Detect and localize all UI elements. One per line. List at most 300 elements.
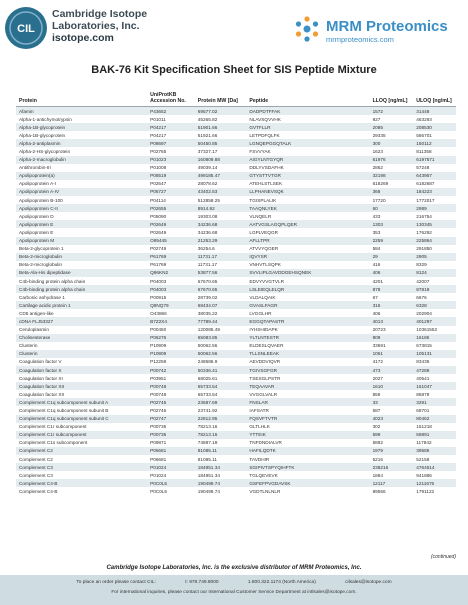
cell-peptide: FQSVFTVTR <box>249 416 278 422</box>
cell-peptide: HAFILQDTK <box>249 448 276 454</box>
header <box>0 0 468 60</box>
cell-protein: C4b-binding protein alpha chain <box>19 286 86 292</box>
cell-protein: Complement C2 <box>19 456 53 462</box>
table-row <box>16 261 456 269</box>
cell-mw: 69577.02 <box>197 108 218 114</box>
cell-lloq: 33 <box>372 399 378 405</box>
cell-accession: P00748 <box>150 391 167 397</box>
cell-uloq: 202904 <box>416 310 432 316</box>
cell-accession: P06681 <box>150 456 167 462</box>
cell-accession: Q96KN2 <box>150 270 169 276</box>
table-row <box>16 463 456 471</box>
cell-peptide: IYHSHIDAPK <box>249 327 278 333</box>
cell-accession: P02655 <box>150 205 167 211</box>
cell-peptide: VLDALQAIK <box>249 294 276 300</box>
cell-accession: P02649 <box>150 229 167 235</box>
phone-primary[interactable]: t: 978.749.8000 <box>185 580 219 585</box>
cell-lloq: 2027 <box>372 375 383 381</box>
cell-peptide: LSLEIEQLELQR <box>249 286 285 292</box>
col-header-uloq: ULOQ [ng/mL] <box>416 98 452 104</box>
cell-lloq: 584 <box>372 246 381 252</box>
cell-peptide: LETPDFQLFK <box>249 132 280 138</box>
cell-mw: 28078.62 <box>197 181 218 187</box>
cell-lloq: 17720 <box>372 197 386 203</box>
cell-accession: P09871 <box>150 440 167 446</box>
cell-mw: 67670.65 <box>197 286 218 292</box>
cell-accession: P02746 <box>150 408 167 414</box>
cell-peptide: TAAQNLYEK <box>249 205 277 211</box>
cell-uloq: 643957 <box>416 173 432 179</box>
cell-protein: Complement C2 <box>19 448 53 454</box>
cell-accession: P04003 <box>150 278 167 284</box>
table-row <box>16 390 456 398</box>
cell-lloq: 1884 <box>372 472 383 478</box>
table-row <box>16 301 456 309</box>
cell-uloq: 16186 <box>416 335 430 341</box>
cell-mw: 50062.56 <box>197 343 218 349</box>
cell-uloq: 941886 <box>416 472 432 478</box>
cell-uloq: 811358 <box>416 149 432 155</box>
table-row <box>16 123 456 131</box>
table-row <box>16 196 456 204</box>
cell-accession: P61769 <box>150 262 167 268</box>
cell-uloq: 80462 <box>416 416 430 422</box>
table-row <box>16 228 456 236</box>
cell-mw: 21253.29 <box>197 238 218 244</box>
distributor-note: Cambridge Isotope Laboratories, Inc. is the exclusive distributor of MRM Proteomics, Inc. <box>106 565 362 571</box>
table-row <box>16 204 456 212</box>
cell-accession: P00450 <box>150 327 167 333</box>
cell-protein: Cholinesterase <box>19 335 51 341</box>
cell-protein: Alpha-1B-glycoprotein <box>19 124 66 130</box>
table-row <box>16 342 456 350</box>
cell-accession: P00736 <box>150 424 167 430</box>
cell-mw: 53877.56 <box>197 270 218 276</box>
cell-uloq: 586701 <box>416 132 432 138</box>
cell-protein: Complement C1r subcomponent <box>19 424 87 430</box>
continued-note: (continued) <box>430 554 456 560</box>
cell-mw: 248686.9 <box>197 359 218 365</box>
cell-uloq: 42007 <box>416 278 430 284</box>
cell-peptide: AEVDDVIQVR <box>249 359 281 365</box>
table-row <box>16 269 456 277</box>
cell-lloq: 1051 <box>372 351 383 357</box>
cell-uloq: 463293 <box>416 116 432 122</box>
cell-accession: P01023 <box>150 157 167 163</box>
cell-accession: P02649 <box>150 221 167 227</box>
cell-protein: Complement C3 <box>19 472 53 478</box>
cell-accession: P0C0L5 <box>150 488 168 494</box>
cell-accession: O95445 <box>150 238 167 244</box>
cell-peptide: ATEHLSTLSEK <box>249 181 283 187</box>
cell-mw: 120085.49 <box>197 327 220 333</box>
cil-url: isotope.com <box>52 32 114 44</box>
cell-protein: Apolipoprotein E <box>19 221 54 227</box>
cell-protein: Clusterin <box>19 351 38 357</box>
cell-protein: C4b-binding protein alpha chain <box>19 278 86 284</box>
cell-uloq: 47289 <box>416 367 430 373</box>
cell-mw: 78213.16 <box>197 424 218 430</box>
cell-protein: Complement C1s subcomponent <box>19 440 88 446</box>
table-header <box>16 82 456 107</box>
cell-lloq: 687 <box>372 408 381 414</box>
cell-uloq: 184223 <box>416 189 432 195</box>
cell-mw: 81085.11 <box>197 448 217 454</box>
cell-mw: 50336.41 <box>197 367 218 373</box>
cell-lloq: 1979 <box>372 448 383 454</box>
cell-mw: 51901.66 <box>197 124 218 130</box>
table-row <box>16 107 456 115</box>
cell-lloq: 1303 <box>372 221 383 227</box>
cell-protein: Coagulation factor V <box>19 359 62 365</box>
phone-north-america[interactable]: 1.800.322.1174 (North America) <box>247 580 316 585</box>
cell-peptide: TGIVSGFGR <box>249 367 278 373</box>
table-row <box>16 317 456 325</box>
cil-name-line2: Laboratories, Inc. <box>52 20 140 32</box>
table-row <box>16 406 456 414</box>
cell-lloq: 4201 <box>372 278 383 284</box>
cell-protein: Apolipoprotein D <box>19 213 54 219</box>
cell-uloq: 2989 <box>416 205 427 211</box>
table-row <box>16 237 456 245</box>
cell-peptide: IQVYSR <box>249 254 268 260</box>
cell-mw: 184951.34 <box>197 472 220 478</box>
cell-peptide: LLPHANEVSQK <box>249 189 284 195</box>
cell-peptide: AFLLTPR <box>249 238 270 244</box>
cell-protein: Beta-2-glycoprotein 1 <box>19 246 64 252</box>
cell-mw: 8914.92 <box>197 205 215 211</box>
cell-protein: Complement C4-B <box>19 480 58 486</box>
cell-protein: Alpha-2-HS-glycoprotein <box>19 149 71 155</box>
cell-protein: Complement C3 <box>19 464 53 470</box>
cell-uloq: 8329 <box>416 262 427 268</box>
cell-mw: 36254.6 <box>197 246 215 252</box>
cell-lloq: 368 <box>372 189 381 195</box>
col-header-peptide: Peptide <box>249 98 269 104</box>
cell-mw: 19303.08 <box>197 213 218 219</box>
table-row <box>16 358 456 366</box>
mrm-brand-text <box>326 19 448 45</box>
sales-email-link[interactable]: cilsales@isotope.com <box>345 580 392 585</box>
cell-mw: 81085.11 <box>197 456 217 462</box>
cell-lloq: 33691 <box>372 343 386 349</box>
cell-uloq: 6676 <box>416 294 427 300</box>
cell-accession: P06276 <box>150 335 167 341</box>
cell-accession: P04217 <box>150 124 167 130</box>
cell-uloq: 130345 <box>416 221 432 227</box>
table-body <box>16 107 456 496</box>
cell-uloq: 151218 <box>416 424 432 430</box>
cell-lloq: 60 <box>372 205 378 211</box>
cell-protein: Alpha-2-macroglobulin <box>19 157 66 163</box>
cell-mw: 50062.56 <box>197 351 218 357</box>
cell-protein: Complement C1q subcomponent subunit B <box>19 408 109 414</box>
cell-peptide: TGISPLALIK <box>249 197 277 203</box>
cell-lloq: 4023 <box>372 416 383 422</box>
cell-uloq: 6182687 <box>416 181 435 187</box>
cell-uloq: 52158 <box>416 456 430 462</box>
table-row <box>16 398 456 406</box>
cell-uloq: 87818 <box>416 286 430 292</box>
spec-table <box>16 82 456 496</box>
cell-peptide: TNFDNDIALVR <box>249 440 282 446</box>
cell-uloq: 57248 <box>416 165 430 171</box>
cell-peptide: VGDTLNLNLR <box>249 488 281 494</box>
cell-accession: P02745 <box>150 399 167 405</box>
cell-mw: 160809.88 <box>197 157 220 163</box>
cell-mw: 38035.22 <box>197 310 218 316</box>
cell-accession: P02749 <box>150 246 167 252</box>
mrm-name: MRM Proteomics <box>326 18 448 35</box>
table-row <box>16 455 456 463</box>
cell-lloq: 2085 <box>372 124 383 130</box>
cell-accession: P06727 <box>150 189 167 195</box>
cell-accession: P03951 <box>150 375 167 381</box>
cell-lloq: 29 <box>372 254 378 260</box>
cell-mw: 78213.16 <box>197 432 218 438</box>
table-row <box>16 479 456 487</box>
cell-peptide: TEQAAVAR <box>249 383 275 389</box>
cell-mw: 65083.85 <box>197 335 218 341</box>
cell-mw: 11731.17 <box>197 262 217 268</box>
cell-uloq: 216754 <box>416 213 432 219</box>
cell-protein: Cartilage acidic protein 1 <box>19 302 71 308</box>
cell-uloq: 176292 <box>416 229 432 235</box>
cell-protein: Apolipoprotein A-IV <box>19 189 60 195</box>
cell-accession: P43652 <box>150 108 167 114</box>
cell-mw: 23687.69 <box>197 399 218 405</box>
cell-uloq: 1791122 <box>416 488 435 494</box>
cell-lloq: 878 <box>372 286 381 292</box>
cell-peptide: TGLQEVEVK <box>249 472 278 478</box>
cell-accession: P12259 <box>150 359 167 365</box>
cell-peptide: GLTLHLK <box>249 424 270 430</box>
table-row <box>16 212 456 220</box>
cell-protein: Apolipoprotein B-100 <box>19 197 63 203</box>
cell-uloq: 3291 <box>416 399 427 405</box>
cell-accession: P01008 <box>150 165 167 171</box>
cell-peptide: ATVVYQGER <box>249 246 279 252</box>
cell-protein: Apolipoprotein(a) <box>19 173 55 179</box>
cell-protein: Complement C4-B <box>19 488 58 494</box>
cell-mw: 68025.61 <box>197 375 218 381</box>
cell-uloq: 291850 <box>416 246 432 252</box>
cell-protein: Carbonic anhydrase 1 <box>19 294 65 300</box>
col-header-mw: Protein MW [Da] <box>197 98 238 104</box>
table-row <box>16 350 456 358</box>
cell-mw: 65733.54 <box>197 383 218 389</box>
cell-lloq: 416 <box>372 262 381 268</box>
cil-brand-text <box>52 8 147 44</box>
cell-protein: Coagulation factor XII <box>19 383 65 389</box>
cell-mw: 67670.65 <box>197 278 218 284</box>
cell-lloq: 353 <box>372 229 381 235</box>
cell-lloq: 433 <box>372 213 381 219</box>
cell-accession: P08697 <box>150 140 167 146</box>
cell-uloq: 2905 <box>416 254 427 260</box>
cell-mw: 45265.82 <box>197 116 218 122</box>
cell-accession: P0C0L5 <box>150 480 168 486</box>
cell-uloq: 40541 <box>416 375 430 381</box>
cell-peptide: DDLYVSDAFHK <box>249 165 284 171</box>
cell-peptide: AIGYLNTGYQR <box>249 157 284 163</box>
cell-peptide: YTTEIK <box>249 432 266 438</box>
cell-lloq: 927 <box>372 116 381 122</box>
cell-lloq: 5892 <box>372 440 383 446</box>
cell-mw: 65733.54 <box>197 391 218 397</box>
cell-mw: 49039.14 <box>197 165 218 171</box>
cell-peptide: GVTFLLR <box>249 124 271 130</box>
cell-protein: Complement C1q subcomponent subunit A <box>19 399 109 405</box>
cell-uloq: 1772017 <box>416 197 435 203</box>
cell-accession: P02747 <box>150 416 167 422</box>
cell-peptide: LGNQEPGGQTALK <box>249 140 292 146</box>
cell-protein: cDNA FLJ53327 <box>19 318 54 324</box>
table-row <box>16 180 456 188</box>
cell-mw: 77789.44 <box>197 318 218 324</box>
cell-mw: 34236.68 <box>197 221 218 227</box>
cell-mw: 22812.95 <box>197 416 218 422</box>
cell-lloq: 406 <box>372 310 381 316</box>
cell-uloq: 117842 <box>416 440 432 446</box>
cell-peptide: TAVDHIR <box>249 456 270 462</box>
cell-peptide: LGPLVEQGR <box>249 229 278 235</box>
cell-protein: Afamin <box>19 108 34 114</box>
cell-accession: P02765 <box>150 149 167 155</box>
cell-lloq: 1572 <box>372 108 383 114</box>
cell-peptide: FNSLAR <box>249 399 268 405</box>
cell-peptide: YLTLNTESTR <box>249 335 280 341</box>
cell-accession: P01024 <box>150 472 167 478</box>
cell-lloq: 61976 <box>372 157 386 163</box>
cell-protein: Apolipoprotein C-II <box>19 205 58 211</box>
cell-peptide: IAFSATR <box>249 408 269 414</box>
cell-uloq: 225864 <box>416 238 432 244</box>
place-order-text: To place an order please contact CIL: <box>76 580 156 585</box>
cil-logo-text: CIL <box>17 23 35 35</box>
cell-peptide: VVGGLVALR <box>249 391 278 397</box>
table-row <box>16 131 456 139</box>
cell-mw: 74887.19 <box>197 440 218 446</box>
cell-uloq: 10361552 <box>416 327 438 333</box>
cell-accession: P00736 <box>150 432 167 438</box>
cell-peptide: GVASLFAGR <box>249 302 278 308</box>
cell-peptide: GTYSTTVTGR <box>249 173 281 179</box>
cell-accession: P00742 <box>150 367 167 373</box>
cell-mw: 11731.17 <box>197 254 217 260</box>
cell-mw: 184951.34 <box>197 464 220 470</box>
cell-mw: 68434.07 <box>197 302 218 308</box>
cell-lloq: 300 <box>372 140 381 146</box>
cell-protein: Apolipoprotein M <box>19 238 55 244</box>
cell-mw: 50450.85 <box>197 140 218 146</box>
cell-protein: Alpha-1-antichymotrypsin <box>19 116 72 122</box>
cell-mw: 190499.74 <box>197 480 220 486</box>
cil-name-line1: Cambridge Isotope <box>52 8 148 20</box>
cell-mw: 43402.53 <box>197 189 218 195</box>
cell-protein: CD5 antigen-like <box>19 310 54 316</box>
table-row <box>16 382 456 390</box>
table-row <box>16 334 456 342</box>
cell-lloq: 1623 <box>372 149 383 155</box>
cell-accession: P04114 <box>150 197 166 203</box>
cell-lloq: 406 <box>372 270 381 276</box>
cell-peptide: EGGQTAPASTR <box>249 318 285 324</box>
cell-uloq: 208530 <box>416 124 432 130</box>
cell-protein: Beta-2-microglobulin <box>19 254 62 260</box>
table-row <box>16 431 456 439</box>
cell-peptide: ELDESLQVAER <box>249 343 284 349</box>
cell-uloq: 39586 <box>416 448 430 454</box>
col-header-protein: Protein <box>19 98 37 104</box>
cell-lloq: 316 <box>372 302 381 308</box>
cell-mw: 28739.02 <box>197 294 218 300</box>
cell-lloq: 89556 <box>372 488 386 494</box>
cell-uloq: 85878 <box>416 391 430 397</box>
table-row <box>16 423 456 431</box>
table-row <box>16 374 456 382</box>
cell-protein: Ceruloplasmin <box>19 327 49 333</box>
cell-lloq: 238216 <box>372 464 389 470</box>
col-header-lloq: LLOQ [ng/mL] <box>372 98 408 104</box>
cell-mw: 51921.66 <box>197 132 218 138</box>
table-row <box>16 253 456 261</box>
cell-mw: 37327.17 <box>197 149 218 155</box>
cell-mw: 512858.25 <box>197 197 220 203</box>
table-row <box>16 285 456 293</box>
cell-protein: Complement C1q subcomponent subunit C <box>19 416 109 422</box>
cell-lloq: 4172 <box>372 359 383 365</box>
cell-protein: Coagulation factor XI <box>19 375 63 381</box>
cell-peptide: FSVVYAK <box>249 149 271 155</box>
table-row <box>16 447 456 455</box>
cell-lloq: 599 <box>372 432 381 438</box>
col-header-accession: UniProtKB Accession No. <box>150 92 186 104</box>
page-title: BAK-76 Kit Specification Sheet for SIS Peptide Mixture <box>91 64 377 76</box>
cell-peptide: DADPDTFFAK <box>249 108 281 114</box>
cell-peptide: GSFEFPVGDAVSK <box>249 480 291 486</box>
cell-accession: P00915 <box>150 294 167 300</box>
cell-protein: Apolipoprotein E <box>19 229 54 235</box>
cell-protein: Beta-2-microglobulin <box>19 262 62 268</box>
cell-peptide: SVVLIPLGAVDDGEHSQNEK <box>249 270 312 276</box>
mrm-logo-icon <box>292 14 322 44</box>
table-row <box>16 220 456 228</box>
cell-uloq: 150112 <box>416 140 432 146</box>
cell-peptide: VLNQELR <box>249 213 272 219</box>
table-row <box>16 156 456 164</box>
cell-accession: P02647 <box>150 181 167 187</box>
table-row <box>16 439 456 447</box>
cell-accession: P10909 <box>150 343 167 349</box>
cell-lloq: 1610 <box>372 383 383 389</box>
cell-accession: O43866 <box>150 310 167 316</box>
table-row <box>16 147 456 155</box>
table-row <box>16 115 456 123</box>
cell-peptide: EDVYVVGTVLR <box>249 278 285 284</box>
cell-uloq: 83435 <box>416 359 430 365</box>
cell-protein: Beta-Ala-His dipeptidase <box>19 270 71 276</box>
cell-accession: P00748 <box>150 383 167 389</box>
cell-protein: Complement C1r subcomponent <box>19 432 87 438</box>
cell-uloq: 8124 <box>416 270 427 276</box>
cell-accession: P01024 <box>150 464 167 470</box>
cell-peptide: TLLSNLEEAK <box>249 351 280 357</box>
cell-accession: P06681 <box>150 448 167 454</box>
cell-protein: Antithrombin-III <box>19 165 51 171</box>
cell-uloq: 161047 <box>416 383 432 389</box>
cell-protein: Alpha-1B-glycoprotein <box>19 132 66 138</box>
